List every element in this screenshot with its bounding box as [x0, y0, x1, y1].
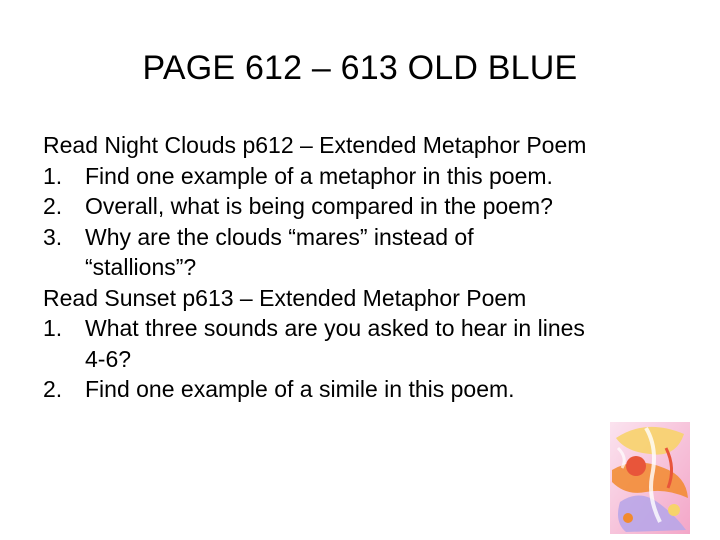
list-number: 2. [43, 376, 63, 402]
list-text-continued: 4-6? [85, 345, 132, 372]
list-number: 3. [43, 223, 63, 250]
list-item [43, 374, 703, 405]
list-number: 1. [43, 315, 63, 341]
slide-title: PAGE 612 – 613 OLD BLUE [142, 49, 578, 87]
slide-body [43, 130, 703, 405]
list-item [43, 161, 703, 192]
list-item [43, 313, 703, 374]
section-heading-sunset: Read Sunset p613 – Extended Metaphor Poem [43, 284, 527, 311]
list-text: Find one example of a metaphor in this poem. [85, 162, 553, 189]
list-item [43, 222, 703, 283]
list-number: 1. [43, 162, 63, 189]
list-item [43, 191, 703, 222]
list-number: 2. [43, 193, 63, 219]
section-heading-night-clouds: Read Night Clouds p612 – Extended Metaphor Poem [43, 132, 587, 158]
abstract-sunset-art-icon [606, 418, 692, 536]
list-text: What three sounds are you asked to hear in lines [85, 315, 585, 341]
list-text: Overall, what is being compared in the poem? [85, 193, 553, 219]
list-text: Find one example of a simile in this poem. [85, 376, 515, 402]
list-text: Why are the clouds “mares” instead of [85, 223, 474, 250]
list-text-continued: “stallions”? [85, 254, 197, 280]
